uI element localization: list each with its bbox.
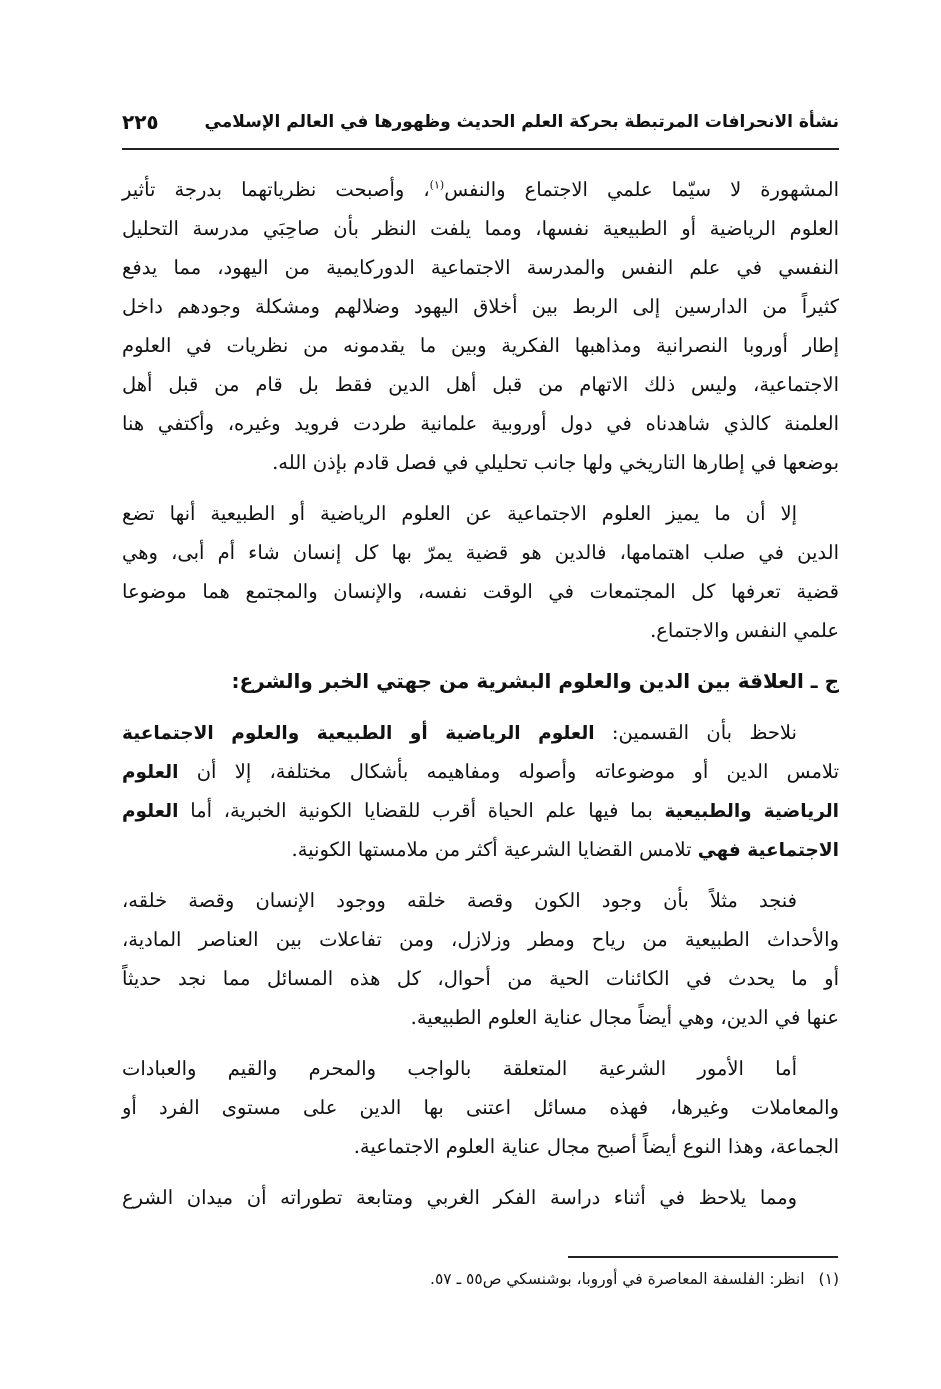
running-header	[122, 108, 839, 144]
text-run: تلامس القضايا الشرعية أكثر من ملامستها الكونية.	[291, 838, 698, 861]
text-run: ومما يلاحظ في أثناء دراسة الفكر الغربي ومتابعة تطوراته أن ميدان الشرع	[122, 1186, 797, 1209]
text-run: الاجتماعية، وليس ذلك الاتهام من قبل أهل الدين فقط بل قام من قبل أهل	[122, 373, 839, 396]
text-run: النفسي في علم النفس والمدرسة الاجتماعية الدوركايمية من اليهود، مما يدفع	[122, 256, 839, 279]
text-line	[122, 713, 839, 752]
text-line	[122, 533, 839, 572]
text-line	[122, 611, 839, 650]
text-line	[122, 494, 839, 533]
section-heading	[122, 662, 839, 701]
text-run: عنها في الدين، وهي أيضاً مجال عناية العلوم الطبيعية.	[410, 1006, 839, 1029]
text-run: كثيراً من الدارسين إلى الربط بين أخلاق اليهود وضلالهم ومشكلة وجودهم داخل	[122, 295, 839, 318]
text-line	[122, 287, 839, 326]
text-run: إطار أوروبا النصرانية ومذاهبها الفكرية وبين ما يقدمونه من نظريات في العلوم	[122, 334, 839, 357]
text-line	[122, 248, 839, 287]
footnote-mark: (١)	[818, 1270, 839, 1288]
header-rule	[122, 148, 839, 150]
page-number: ٢٢٥	[122, 110, 159, 134]
text-run: نلاحظ بأن القسمين:	[594, 721, 797, 744]
text-line	[122, 881, 839, 920]
text-line	[122, 170, 839, 209]
text-run: الدين في صلب اهتمامها، فالدين هو قضية يمرّ بها كل إنسان شاء أم أبى، وهي	[122, 541, 839, 564]
body-text	[122, 170, 839, 1229]
footnote	[430, 1270, 839, 1288]
text-line	[122, 998, 839, 1037]
text-run: بما فيها علم الحياة أقرب للقضايا الكونية الخبرية، أما	[178, 799, 665, 822]
bold-term: العلوم	[122, 762, 179, 783]
paragraph	[122, 713, 839, 869]
text-run: بوضعها في إطارها التاريخي ولها جانب تحليلي في فصل قادم بإذن الله.	[272, 451, 839, 474]
paragraph	[122, 1049, 839, 1166]
footnote-text: انظر: الفلسفة المعاصرة في أوروبا، بوشنسكي ص٥٥ ـ ٥٧.	[430, 1270, 805, 1288]
bold-term: الرياضية والطبيعية	[664, 801, 839, 822]
text-line	[122, 1049, 839, 1088]
text-run: فنجد مثلاً بأن وجود الكون وقصة خلقه ووجود الإنسان وقصة خلقه،	[122, 889, 797, 912]
footnote-rule	[568, 1256, 838, 1258]
text-run: ج ـ العلاقة بين الدين والعلوم البشرية من جهتي الخبر والشرع:	[231, 669, 839, 693]
text-line	[122, 662, 839, 701]
paragraph	[122, 1178, 839, 1217]
bold-term: العلوم	[122, 801, 179, 822]
text-run: العلمنة كالذي شاهدناه في دول أوروبية علمانية طردت فرويد وغيره، وأكتفي هنا	[122, 412, 839, 435]
text-line	[122, 959, 839, 998]
text-line	[122, 1127, 839, 1166]
paragraph	[122, 494, 839, 650]
text-line	[122, 752, 839, 791]
text-run: العلوم الرياضية أو الطبيعية نفسها، ومما يلفت النظر بأن صاحِبَي مدرسة التحليل	[122, 217, 839, 240]
text-line	[122, 572, 839, 611]
text-run: والمعاملات وغيرها، فهذه مسائل اعتنى بها الدين على مستوى الفرد أو	[122, 1096, 839, 1119]
text-run: والأحداث الطبيعية من رياح ومطر وزلازل، ومن تفاعلات بين العناصر المادية،	[122, 928, 839, 951]
text-line	[122, 365, 839, 404]
text-line	[122, 1088, 839, 1127]
text-line	[122, 404, 839, 443]
text-run: أما الأمور الشرعية المتعلقة بالواجب والمحرم والقيم والعبادات	[122, 1057, 797, 1080]
text-run: علمي النفس والاجتماع.	[650, 619, 839, 642]
text-run: تلامس الدين أو موضوعاته وأصوله ومفاهيمه بأشكال مختلفة، إلا أن	[178, 760, 839, 783]
footnote-ref: (١)	[429, 178, 445, 192]
bold-term: العلوم الرياضية أو الطبيعية والعلوم الاجتماعية	[122, 723, 595, 744]
text-run: أو ما يحدث في الكائنات الحية من أحوال، كل هذه المسائل مما نجد حديثاً	[122, 967, 839, 990]
bold-term: الاجتماعية فهي	[697, 840, 839, 861]
text-run: الجماعة، وهذا النوع أيضاً أصبح مجال عناية العلوم الاجتماعية.	[353, 1135, 839, 1158]
text-run: قضية تعرفها كل المجتمعات في الوقت نفسه، والإنسان والمجتمع هما موضوعا	[122, 580, 839, 603]
text-line	[122, 1178, 839, 1217]
text-line	[122, 443, 839, 482]
text-line	[122, 326, 839, 365]
text-line	[122, 830, 839, 869]
paragraph	[122, 881, 839, 1037]
running-title: نشأة الانحرافات المرتبطة بحركة العلم الحديث وظهورها في العالم الإسلامي	[204, 112, 839, 132]
text-line	[122, 920, 839, 959]
paragraph	[122, 170, 839, 482]
text-run: المشهورة لا سيّما علمي الاجتماع والنفس	[444, 178, 839, 201]
text-run: ، وأصبحت نظرياتهما بدرجة تأثير	[122, 178, 430, 201]
text-run: إلا أن ما يميز العلوم الاجتماعية عن العلوم الرياضية أو الطبيعية أنها تضع	[122, 502, 797, 525]
text-line	[122, 791, 839, 830]
text-line	[122, 209, 839, 248]
